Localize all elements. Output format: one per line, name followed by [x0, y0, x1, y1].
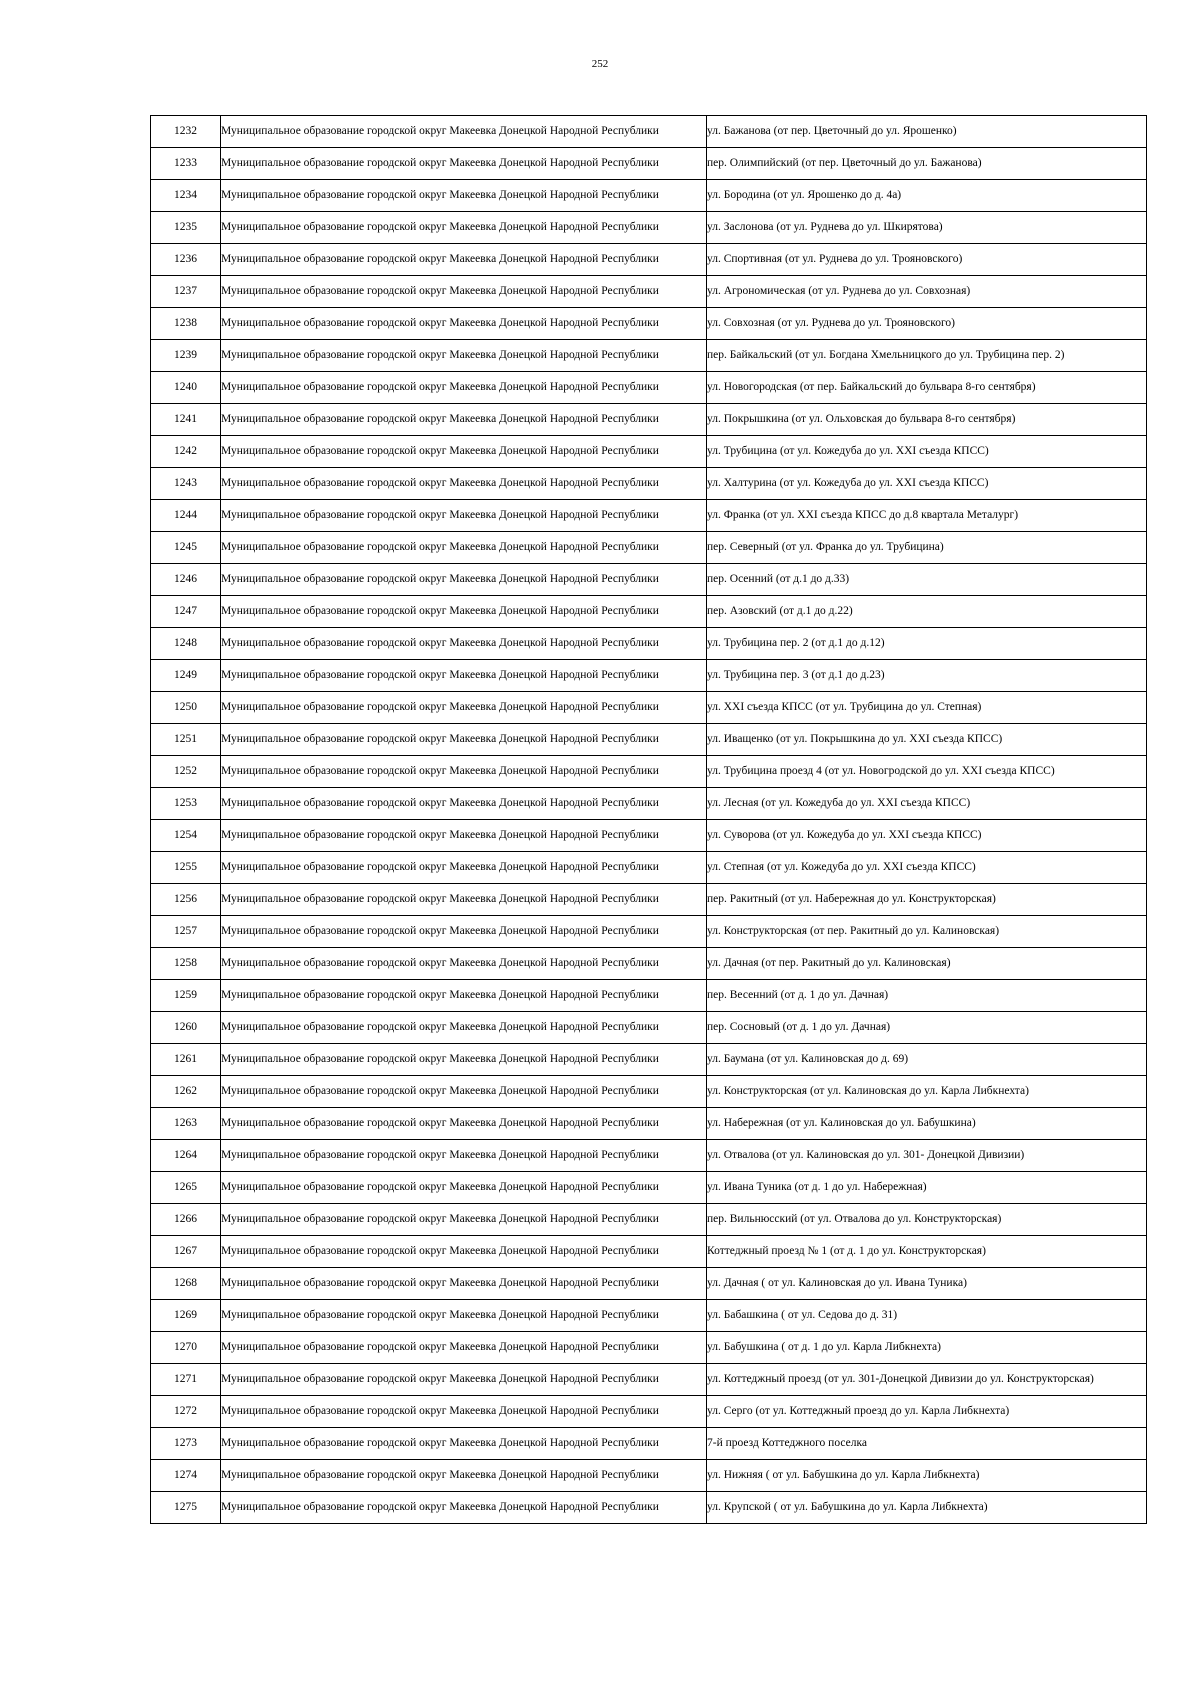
street-address-cell: ул. Дачная (от пер. Ракитный до ул. Калиновская) [707, 948, 1147, 980]
municipality-cell: Муниципальное образование городской округ Макеевка Донецкой Народной Республики [221, 116, 707, 148]
table-row [151, 1044, 1147, 1076]
municipality-cell: Муниципальное образование городской округ Макеевка Донецкой Народной Республики [221, 404, 707, 436]
municipality-cell: Муниципальное образование городской округ Макеевка Донецкой Народной Республики [221, 212, 707, 244]
row-number-cell: 1234 [151, 180, 221, 212]
street-address-cell: ул. Трубицина пер. 3 (от д.1 до д.23) [707, 660, 1147, 692]
table-row [151, 596, 1147, 628]
street-address-cell: ул. Трубицина пер. 2 (от д.1 до д.12) [707, 628, 1147, 660]
municipality-cell: Муниципальное образование городской округ Макеевка Донецкой Народной Республики [221, 884, 707, 916]
street-address-cell: пер. Сосновый (от д. 1 до ул. Дачная) [707, 1012, 1147, 1044]
row-number-cell: 1236 [151, 244, 221, 276]
street-address-cell: ул. Бородина (от ул. Ярошенко до д. 4а) [707, 180, 1147, 212]
row-number-cell: 1232 [151, 116, 221, 148]
table-row [151, 1204, 1147, 1236]
street-address-cell: ул. Агрономическая (от ул. Руднева до ул. Совхозная) [707, 276, 1147, 308]
row-number-cell: 1258 [151, 948, 221, 980]
row-number-cell: 1244 [151, 500, 221, 532]
municipality-cell: Муниципальное образование городской округ Макеевка Донецкой Народной Республики [221, 1204, 707, 1236]
row-number-cell: 1261 [151, 1044, 221, 1076]
street-address-cell: ул. Отвалова (от ул. Калиновская до ул. 301- Донецкой Дивизии) [707, 1140, 1147, 1172]
municipality-cell: Муниципальное образование городской округ Макеевка Донецкой Народной Республики [221, 756, 707, 788]
table-row [151, 948, 1147, 980]
municipality-cell: Муниципальное образование городской округ Макеевка Донецкой Народной Республики [221, 724, 707, 756]
row-number-cell: 1233 [151, 148, 221, 180]
table-row [151, 852, 1147, 884]
table-row [151, 1268, 1147, 1300]
street-address-cell: ул. Спортивная (от ул. Руднева до ул. Трояновского) [707, 244, 1147, 276]
row-number-cell: 1253 [151, 788, 221, 820]
municipality-cell: Муниципальное образование городской округ Макеевка Донецкой Народной Республики [221, 788, 707, 820]
table-row [151, 884, 1147, 916]
street-address-cell: ул. Набережная (от ул. Калиновская до ул. Бабушкина) [707, 1108, 1147, 1140]
row-number-cell: 1251 [151, 724, 221, 756]
street-address-cell: ул. XXI съезда КПСС (от ул. Трубицина до ул. Степная) [707, 692, 1147, 724]
table-row [151, 916, 1147, 948]
street-address-cell: пер. Олимпийский (от пер. Цветочный до ул. Бажанова) [707, 148, 1147, 180]
municipality-cell: Муниципальное образование городской округ Макеевка Донецкой Народной Республики [221, 692, 707, 724]
street-address-cell: ул. Новогородская (от пер. Байкальский до бульвара 8-го сентября) [707, 372, 1147, 404]
street-address-cell: пер. Байкальский (от ул. Богдана Хмельницкого до ул. Трубицина пер. 2) [707, 340, 1147, 372]
street-address-cell: ул. Иващенко (от ул. Покрышкина до ул. XXI съезда КПСС) [707, 724, 1147, 756]
row-number-cell: 1245 [151, 532, 221, 564]
row-number-cell: 1272 [151, 1396, 221, 1428]
municipality-cell: Муниципальное образование городской округ Макеевка Донецкой Народной Республики [221, 500, 707, 532]
street-address-cell: пер. Весенний (от д. 1 до ул. Дачная) [707, 980, 1147, 1012]
row-number-cell: 1263 [151, 1108, 221, 1140]
street-address-cell: ул. Серго (от ул. Коттеджный проезд до ул. Карла Либкнехта) [707, 1396, 1147, 1428]
table-row [151, 1300, 1147, 1332]
table-row [151, 788, 1147, 820]
table-row [151, 308, 1147, 340]
municipality-cell: Муниципальное образование городской округ Макеевка Донецкой Народной Республики [221, 244, 707, 276]
table-row [151, 628, 1147, 660]
municipality-cell: Муниципальное образование городской округ Макеевка Донецкой Народной Республики [221, 596, 707, 628]
street-address-cell: пер. Ракитный (от ул. Набережная до ул. Конструкторская) [707, 884, 1147, 916]
row-number-cell: 1257 [151, 916, 221, 948]
table-row [151, 980, 1147, 1012]
street-address-cell: ул. Баумана (от ул. Калиновская до д. 69) [707, 1044, 1147, 1076]
municipality-cell: Муниципальное образование городской округ Макеевка Донецкой Народной Республики [221, 1364, 707, 1396]
table-row [151, 436, 1147, 468]
municipality-cell: Муниципальное образование городской округ Макеевка Донецкой Народной Республики [221, 820, 707, 852]
street-address-cell: ул. Трубицина проезд 4 (от ул. Новогродской до ул. XXI съезда КПСС) [707, 756, 1147, 788]
street-address-cell: пер. Вильнюсский (от ул. Отвалова до ул. Конструкторская) [707, 1204, 1147, 1236]
street-address-cell: ул. Совхозная (от ул. Руднева до ул. Трояновского) [707, 308, 1147, 340]
street-address-cell: Коттеджный проезд № 1 (от д. 1 до ул. Конструкторская) [707, 1236, 1147, 1268]
municipality-cell: Муниципальное образование городской округ Макеевка Донецкой Народной Республики [221, 1236, 707, 1268]
table-row [151, 180, 1147, 212]
table-row [151, 1108, 1147, 1140]
row-number-cell: 1237 [151, 276, 221, 308]
municipality-cell: Муниципальное образование городской округ Макеевка Донецкой Народной Республики [221, 1076, 707, 1108]
municipality-cell: Муниципальное образование городской округ Макеевка Донецкой Народной Республики [221, 980, 707, 1012]
street-address-cell: ул. Конструкторская (от пер. Ракитный до ул. Калиновская) [707, 916, 1147, 948]
row-number-cell: 1262 [151, 1076, 221, 1108]
municipality-cell: Муниципальное образование городской округ Макеевка Донецкой Народной Республики [221, 564, 707, 596]
street-address-cell: ул. Халтурина (от ул. Кожедуба до ул. XXI съезда КПСС) [707, 468, 1147, 500]
street-address-cell: ул. Бабушкина ( от д. 1 до ул. Карла Либкнехта) [707, 1332, 1147, 1364]
municipality-cell: Муниципальное образование городской округ Макеевка Донецкой Народной Республики [221, 1268, 707, 1300]
street-address-cell: пер. Азовский (от д.1 до д.22) [707, 596, 1147, 628]
row-number-cell: 1273 [151, 1428, 221, 1460]
table-row [151, 1332, 1147, 1364]
row-number-cell: 1271 [151, 1364, 221, 1396]
row-number-cell: 1270 [151, 1332, 221, 1364]
municipality-cell: Муниципальное образование городской округ Макеевка Донецкой Народной Республики [221, 660, 707, 692]
municipality-cell: Муниципальное образование городской округ Макеевка Донецкой Народной Республики [221, 468, 707, 500]
street-address-cell: ул. Трубицина (от ул. Кожедуба до ул. XXI съезда КПСС) [707, 436, 1147, 468]
municipality-cell: Муниципальное образование городской округ Макеевка Донецкой Народной Республики [221, 1300, 707, 1332]
row-number-cell: 1254 [151, 820, 221, 852]
page-number: 252 [591, 58, 609, 70]
street-address-cell: ул. Дачная ( от ул. Калиновская до ул. Ивана Туника) [707, 1268, 1147, 1300]
street-address-cell: ул. Крупской ( от ул. Бабушкина до ул. Карла Либкнехта) [707, 1492, 1147, 1524]
table-row [151, 756, 1147, 788]
municipality-cell: Муниципальное образование городской округ Макеевка Донецкой Народной Республики [221, 372, 707, 404]
row-number-cell: 1260 [151, 1012, 221, 1044]
municipality-cell: Муниципальное образование городской округ Макеевка Донецкой Народной Республики [221, 532, 707, 564]
table-row [151, 148, 1147, 180]
row-number-cell: 1247 [151, 596, 221, 628]
municipality-cell: Муниципальное образование городской округ Макеевка Донецкой Народной Республики [221, 852, 707, 884]
municipality-cell: Муниципальное образование городской округ Макеевка Донецкой Народной Республики [221, 1044, 707, 1076]
row-number-cell: 1243 [151, 468, 221, 500]
row-number-cell: 1235 [151, 212, 221, 244]
table-row [151, 212, 1147, 244]
row-number-cell: 1249 [151, 660, 221, 692]
table-row [151, 500, 1147, 532]
row-number-cell: 1264 [151, 1140, 221, 1172]
row-number-cell: 1256 [151, 884, 221, 916]
municipality-cell: Муниципальное образование городской округ Макеевка Донецкой Народной Республики [221, 308, 707, 340]
table-row [151, 1460, 1147, 1492]
street-address-cell: пер. Северный (от ул. Франка до ул. Трубицина) [707, 532, 1147, 564]
table-row [151, 1172, 1147, 1204]
table-row [151, 340, 1147, 372]
municipality-cell: Муниципальное образование городской округ Макеевка Донецкой Народной Республики [221, 148, 707, 180]
municipality-cell: Муниципальное образование городской округ Макеевка Донецкой Народной Республики [221, 916, 707, 948]
row-number-cell: 1259 [151, 980, 221, 1012]
municipality-cell: Муниципальное образование городской округ Макеевка Донецкой Народной Республики [221, 1012, 707, 1044]
table-row [151, 244, 1147, 276]
table-row [151, 1012, 1147, 1044]
row-number-cell: 1269 [151, 1300, 221, 1332]
municipality-cell: Муниципальное образование городской округ Макеевка Донецкой Народной Республики [221, 1140, 707, 1172]
table-row [151, 724, 1147, 756]
street-address-cell: ул. Бажанова (от пер. Цветочный до ул. Ярошенко) [707, 116, 1147, 148]
table-row [151, 564, 1147, 596]
table-row [151, 532, 1147, 564]
table-row [151, 1428, 1147, 1460]
municipality-cell: Муниципальное образование городской округ Макеевка Донецкой Народной Республики [221, 180, 707, 212]
table-row [151, 1140, 1147, 1172]
row-number-cell: 1248 [151, 628, 221, 660]
row-number-cell: 1250 [151, 692, 221, 724]
municipality-cell: Муниципальное образование городской округ Макеевка Донецкой Народной Республики [221, 1108, 707, 1140]
row-number-cell: 1268 [151, 1268, 221, 1300]
row-number-cell: 1255 [151, 852, 221, 884]
row-number-cell: 1265 [151, 1172, 221, 1204]
municipality-cell: Муниципальное образование городской округ Макеевка Донецкой Народной Республики [221, 1172, 707, 1204]
municipality-cell: Муниципальное образование городской округ Макеевка Донецкой Народной Республики [221, 1492, 707, 1524]
table-row [151, 276, 1147, 308]
street-address-cell: ул. Заслонова (от ул. Руднева до ул. Шкирятова) [707, 212, 1147, 244]
register-table [150, 115, 1147, 1524]
register-table-body [151, 116, 1147, 1524]
municipality-cell: Муниципальное образование городской округ Макеевка Донецкой Народной Республики [221, 1460, 707, 1492]
table-row [151, 660, 1147, 692]
street-address-cell: ул. Ивана Туника (от д. 1 до ул. Набережная) [707, 1172, 1147, 1204]
table-row [151, 404, 1147, 436]
table-row [151, 1076, 1147, 1108]
table-row [151, 372, 1147, 404]
table-row [151, 692, 1147, 724]
municipality-cell: Муниципальное образование городской округ Макеевка Донецкой Народной Республики [221, 1396, 707, 1428]
row-number-cell: 1252 [151, 756, 221, 788]
row-number-cell: 1239 [151, 340, 221, 372]
row-number-cell: 1241 [151, 404, 221, 436]
municipality-cell: Муниципальное образование городской округ Макеевка Донецкой Народной Республики [221, 1428, 707, 1460]
municipality-cell: Муниципальное образование городской округ Макеевка Донецкой Народной Республики [221, 276, 707, 308]
row-number-cell: 1238 [151, 308, 221, 340]
street-address-cell: ул. Бабашкина ( от ул. Седова до д. 31) [707, 1300, 1147, 1332]
municipality-cell: Муниципальное образование городской округ Макеевка Донецкой Народной Республики [221, 948, 707, 980]
municipality-cell: Муниципальное образование городской округ Макеевка Донецкой Народной Республики [221, 340, 707, 372]
table-row [151, 820, 1147, 852]
row-number-cell: 1242 [151, 436, 221, 468]
row-number-cell: 1240 [151, 372, 221, 404]
municipality-cell: Муниципальное образование городской округ Макеевка Донецкой Народной Республики [221, 1332, 707, 1364]
table-row [151, 1396, 1147, 1428]
table-row [151, 468, 1147, 500]
row-number-cell: 1274 [151, 1460, 221, 1492]
street-address-cell: ул. Суворова (от ул. Кожедуба до ул. XXI съезда КПСС) [707, 820, 1147, 852]
table-row [151, 1492, 1147, 1524]
street-address-cell: ул. Конструкторская (от ул. Калиновская до ул. Карла Либкнехта) [707, 1076, 1147, 1108]
street-address-cell: ул. Лесная (от ул. Кожедуба до ул. XXI съезда КПСС) [707, 788, 1147, 820]
street-address-cell: ул. Коттеджный проезд (от ул. 301-Донецкой Дивизии до ул. Конструкторская) [707, 1364, 1147, 1396]
street-address-cell: пер. Осенний (от д.1 до д.33) [707, 564, 1147, 596]
row-number-cell: 1267 [151, 1236, 221, 1268]
street-address-cell: ул. Степная (от ул. Кожедуба до ул. XXI съезда КПСС) [707, 852, 1147, 884]
municipality-cell: Муниципальное образование городской округ Макеевка Донецкой Народной Республики [221, 628, 707, 660]
table-row [151, 1236, 1147, 1268]
municipality-cell: Муниципальное образование городской округ Макеевка Донецкой Народной Республики [221, 436, 707, 468]
table-row [151, 116, 1147, 148]
row-number-cell: 1246 [151, 564, 221, 596]
street-address-cell: ул. Нижняя ( от ул. Бабушкина до ул. Карла Либкнехта) [707, 1460, 1147, 1492]
row-number-cell: 1275 [151, 1492, 221, 1524]
street-address-cell: ул. Покрышкина (от ул. Ольховская до бульвара 8-го сентября) [707, 404, 1147, 436]
row-number-cell: 1266 [151, 1204, 221, 1236]
street-address-cell: ул. Франка (от ул. XXI съезда КПСС до д.8 квартала Металург) [707, 500, 1147, 532]
table-row [151, 1364, 1147, 1396]
street-address-cell: 7-й проезд Коттеджного поселка [707, 1428, 1147, 1460]
